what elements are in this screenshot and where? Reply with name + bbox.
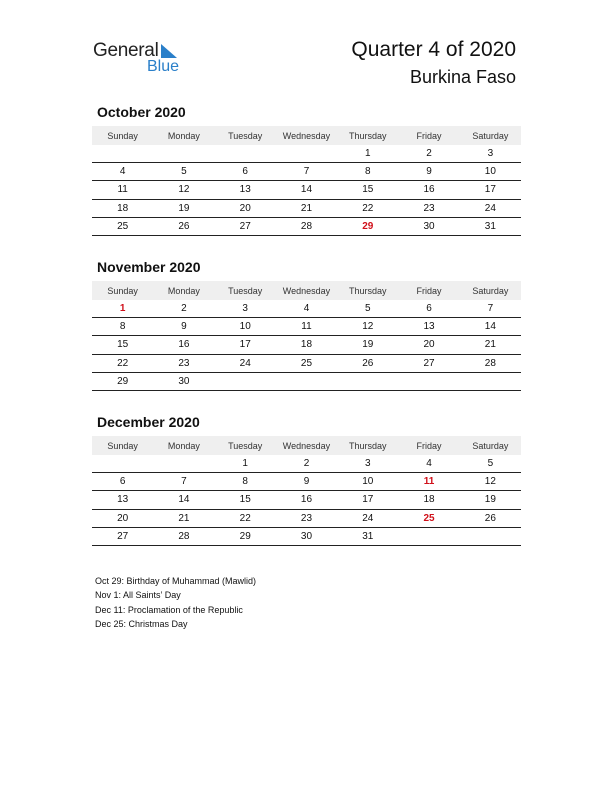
day-cell: 5 (460, 455, 521, 473)
empty-day-cell (276, 372, 337, 390)
month-title: November 2020 (97, 259, 201, 275)
generalblue-logo (93, 40, 193, 80)
day-cell: 20 (398, 336, 459, 354)
day-cell: 23 (276, 509, 337, 527)
day-cell: 2 (398, 145, 459, 163)
day-cell: 6 (92, 473, 153, 491)
weekday-header: Monday (153, 281, 214, 300)
day-cell: 4 (398, 455, 459, 473)
week-row (92, 145, 521, 163)
day-cell: 5 (153, 163, 214, 181)
day-cell: 1 (92, 300, 153, 318)
day-cell: 27 (215, 217, 276, 235)
day-cell: 6 (215, 163, 276, 181)
week-row (92, 509, 521, 527)
calendar-table (92, 126, 521, 236)
calendar-table (92, 281, 521, 391)
week-row (92, 372, 521, 390)
day-cell: 5 (337, 300, 398, 318)
day-cell: 30 (398, 217, 459, 235)
day-cell: 4 (276, 300, 337, 318)
day-cell: 3 (215, 300, 276, 318)
weekday-header: Sunday (92, 281, 153, 300)
day-cell: 29 (92, 372, 153, 390)
logo-word-blue: Blue (147, 58, 180, 75)
holiday-notes (95, 574, 256, 631)
week-row (92, 163, 521, 181)
empty-day-cell (460, 527, 521, 545)
day-cell: 10 (337, 473, 398, 491)
day-cell: 14 (153, 491, 214, 509)
day-cell: 26 (460, 509, 521, 527)
month-title: December 2020 (97, 414, 200, 430)
empty-day-cell (153, 145, 214, 163)
day-cell: 25 (276, 354, 337, 372)
week-row (92, 336, 521, 354)
month-december (92, 414, 521, 546)
day-cell: 19 (460, 491, 521, 509)
weekday-header: Tuesday (215, 126, 276, 145)
day-cell: 24 (337, 509, 398, 527)
empty-day-cell (460, 372, 521, 390)
day-cell: 8 (92, 318, 153, 336)
logo-word-general: General (93, 40, 159, 61)
weekday-header: Thursday (337, 126, 398, 145)
day-cell: 23 (153, 354, 214, 372)
day-cell: 15 (337, 181, 398, 199)
day-cell: 15 (92, 336, 153, 354)
day-cell: 26 (153, 217, 214, 235)
day-cell: 1 (215, 455, 276, 473)
day-cell: 25 (398, 509, 459, 527)
day-cell: 12 (337, 318, 398, 336)
day-cell: 11 (92, 181, 153, 199)
day-cell: 21 (460, 336, 521, 354)
week-row (92, 300, 521, 318)
day-cell: 10 (460, 163, 521, 181)
day-cell: 20 (215, 199, 276, 217)
day-cell: 17 (215, 336, 276, 354)
empty-day-cell (398, 372, 459, 390)
holiday-note: Dec 25: Christmas Day (95, 618, 188, 629)
weekday-header: Saturday (460, 281, 521, 300)
day-cell: 22 (92, 354, 153, 372)
holiday-note: Oct 29: Birthday of Muhammad (Mawlid) (95, 576, 257, 586)
holiday-note: Nov 1: All Saints’ Day (95, 590, 181, 601)
month-october (92, 104, 521, 236)
day-cell: 30 (153, 372, 214, 390)
day-cell: 9 (398, 163, 459, 181)
empty-day-cell (337, 372, 398, 390)
week-row (92, 455, 521, 473)
week-row (92, 318, 521, 336)
week-row (92, 354, 521, 372)
day-cell: 17 (337, 491, 398, 509)
day-cell: 3 (337, 455, 398, 473)
day-cell: 14 (460, 318, 521, 336)
day-cell: 11 (276, 318, 337, 336)
week-row (92, 217, 521, 235)
weekday-header: Sunday (92, 126, 153, 145)
day-cell: 19 (337, 336, 398, 354)
month-november (92, 259, 521, 391)
weekday-header: Tuesday (215, 281, 276, 300)
weekday-header: Monday (153, 126, 214, 145)
empty-day-cell (92, 455, 153, 473)
empty-day-cell (153, 455, 214, 473)
day-cell: 20 (92, 509, 153, 527)
weekday-header-row (92, 126, 521, 145)
day-cell: 18 (276, 336, 337, 354)
day-cell: 6 (398, 300, 459, 318)
weekday-header: Sunday (92, 436, 153, 455)
day-cell: 17 (460, 181, 521, 199)
day-cell: 28 (460, 354, 521, 372)
day-cell: 10 (215, 318, 276, 336)
empty-day-cell (215, 372, 276, 390)
day-cell: 19 (153, 199, 214, 217)
day-cell: 16 (398, 181, 459, 199)
day-cell: 28 (153, 527, 214, 545)
empty-day-cell (398, 527, 459, 545)
day-cell: 31 (337, 527, 398, 545)
page-title: Quarter 4 of 2020 (351, 38, 516, 61)
day-cell: 18 (398, 491, 459, 509)
day-cell: 13 (92, 491, 153, 509)
day-cell: 21 (153, 509, 214, 527)
day-cell: 2 (276, 455, 337, 473)
day-cell: 22 (337, 199, 398, 217)
empty-day-cell (215, 145, 276, 163)
weekday-header: Wednesday (276, 126, 337, 145)
day-cell: 23 (398, 199, 459, 217)
day-cell: 24 (460, 199, 521, 217)
day-cell: 9 (153, 318, 214, 336)
day-cell: 14 (276, 181, 337, 199)
weekday-header-row (92, 436, 521, 455)
weekday-header: Thursday (337, 281, 398, 300)
day-cell: 8 (337, 163, 398, 181)
day-cell: 29 (337, 217, 398, 235)
day-cell: 2 (153, 300, 214, 318)
day-cell: 3 (460, 145, 521, 163)
weekday-header: Monday (153, 436, 214, 455)
week-row (92, 473, 521, 491)
day-cell: 12 (153, 181, 214, 199)
day-cell: 30 (276, 527, 337, 545)
day-cell: 7 (460, 300, 521, 318)
day-cell: 28 (276, 217, 337, 235)
week-row (92, 491, 521, 509)
day-cell: 12 (460, 473, 521, 491)
logo-triangle-icon (161, 44, 177, 58)
country-name: Burkina Faso (409, 67, 516, 87)
weekday-header: Saturday (460, 126, 521, 145)
empty-day-cell (92, 145, 153, 163)
day-cell: 15 (215, 491, 276, 509)
day-cell: 4 (92, 163, 153, 181)
day-cell: 24 (215, 354, 276, 372)
weekday-header: Tuesday (215, 436, 276, 455)
weekday-header: Thursday (337, 436, 398, 455)
weekday-header: Friday (398, 436, 459, 455)
day-cell: 11 (398, 473, 459, 491)
holiday-note: Dec 11: Proclamation of the Republic (95, 604, 243, 615)
month-title: October 2020 (97, 104, 186, 120)
day-cell: 7 (276, 163, 337, 181)
day-cell: 9 (276, 473, 337, 491)
weekday-header: Wednesday (276, 436, 337, 455)
day-cell: 25 (92, 217, 153, 235)
empty-day-cell (276, 145, 337, 163)
day-cell: 13 (215, 181, 276, 199)
day-cell: 8 (215, 473, 276, 491)
calendar-table (92, 436, 521, 546)
day-cell: 26 (337, 354, 398, 372)
day-cell: 27 (92, 527, 153, 545)
day-cell: 22 (215, 509, 276, 527)
day-cell: 7 (153, 473, 214, 491)
day-cell: 1 (337, 145, 398, 163)
day-cell: 27 (398, 354, 459, 372)
week-row (92, 527, 521, 545)
day-cell: 16 (153, 336, 214, 354)
week-row (92, 181, 521, 199)
weekday-header-row (92, 281, 521, 300)
day-cell: 31 (460, 217, 521, 235)
week-row (92, 199, 521, 217)
day-cell: 18 (92, 199, 153, 217)
weekday-header: Friday (398, 126, 459, 145)
weekday-header: Wednesday (276, 281, 337, 300)
weekday-header: Friday (398, 281, 459, 300)
day-cell: 13 (398, 318, 459, 336)
day-cell: 29 (215, 527, 276, 545)
day-cell: 16 (276, 491, 337, 509)
weekday-header: Saturday (460, 436, 521, 455)
day-cell: 21 (276, 199, 337, 217)
